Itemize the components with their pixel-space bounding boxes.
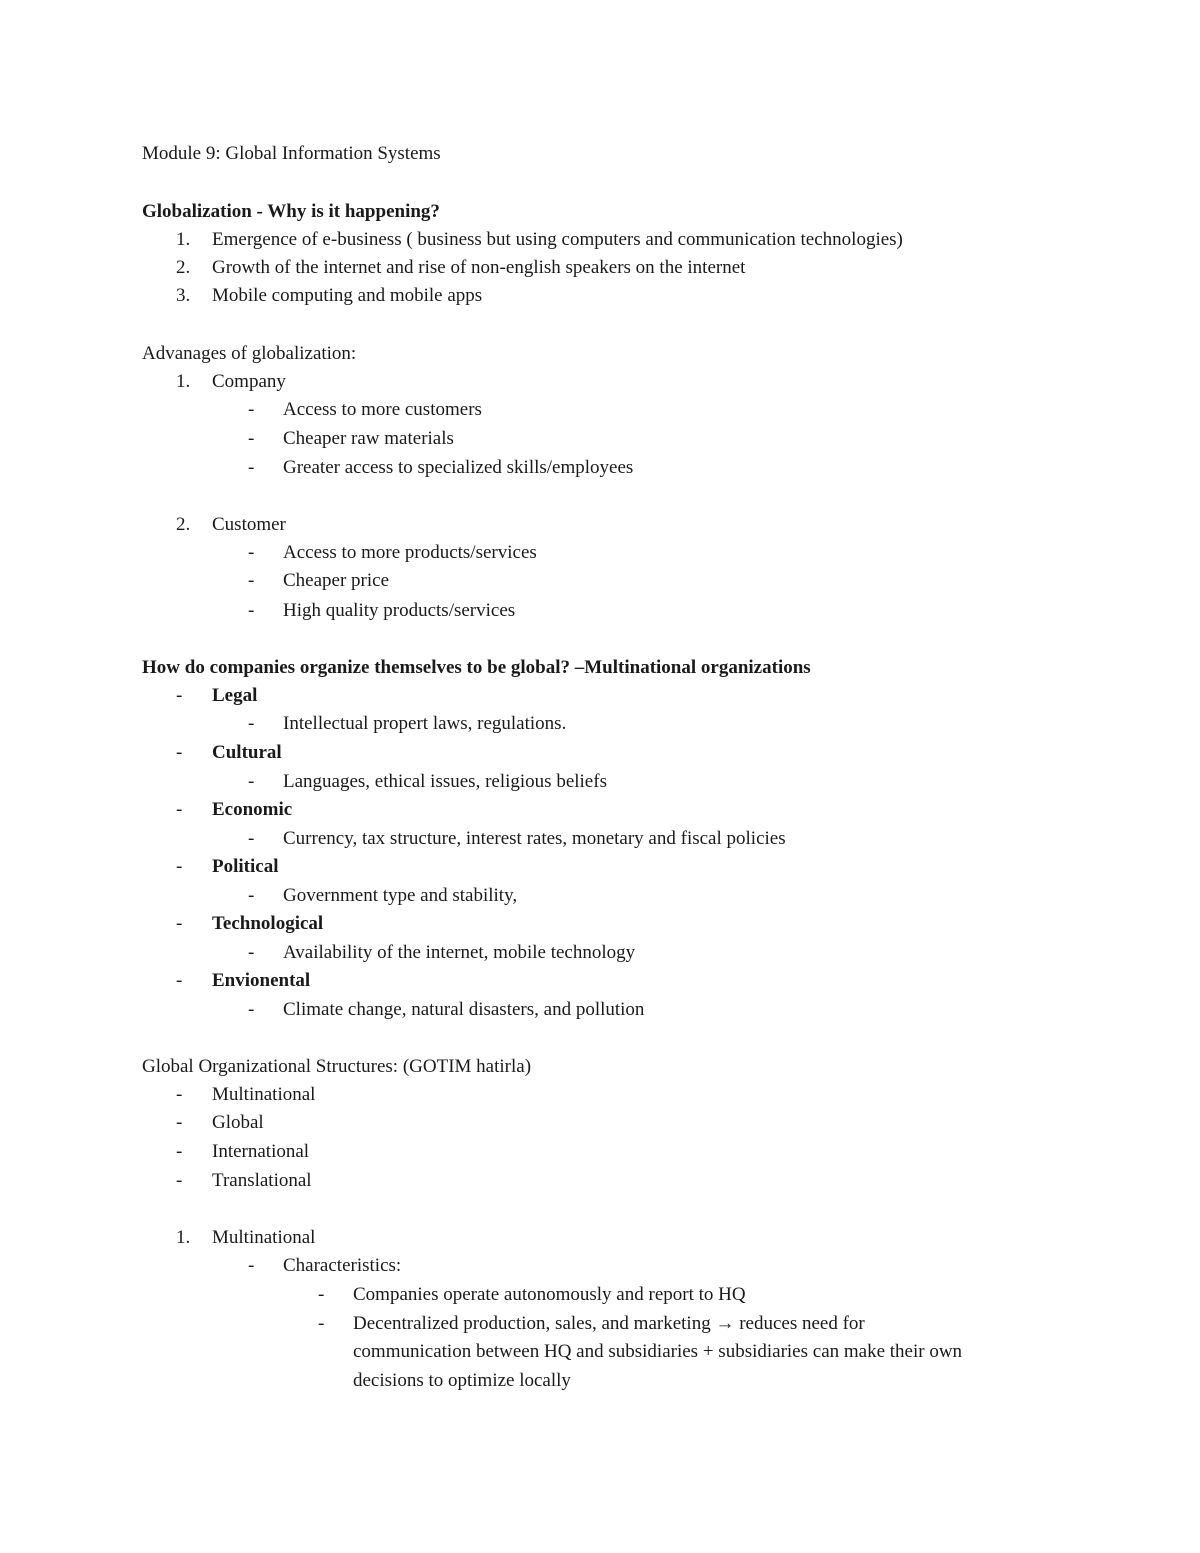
list-item-text: Cheaper raw materials xyxy=(283,428,454,449)
advantages-heading: Advanages of globalization: xyxy=(142,343,357,364)
list-number: 2. xyxy=(176,514,191,535)
factor-label: Technological xyxy=(212,913,324,934)
factor-label: Economic xyxy=(212,799,293,820)
bullet-dash: - xyxy=(176,1112,183,1133)
list-item-text: High quality products/services xyxy=(283,600,516,621)
factor-label: Cultural xyxy=(212,742,282,763)
bullet-dash: - xyxy=(176,799,183,820)
bullet-dash: - xyxy=(248,885,255,906)
factor-label: Legal xyxy=(212,685,258,706)
list-number: 1. xyxy=(176,1227,191,1248)
bullet-dash: - xyxy=(176,742,183,763)
multinational-label: Multinational xyxy=(212,1227,316,1248)
bullet-dash: - xyxy=(248,942,255,963)
list-item-text: International xyxy=(212,1141,310,1162)
list-item-text: Growth of the internet and rise of non-english speakers on the internet xyxy=(212,257,746,278)
bullet-dash: - xyxy=(248,999,255,1020)
list-number: 3. xyxy=(176,285,191,306)
factor-label: Political xyxy=(212,856,279,877)
bullet-dash: - xyxy=(248,457,255,478)
bullet-dash: - xyxy=(248,542,255,563)
bullet-dash: - xyxy=(176,856,183,877)
list-item-text: Companies operate autonomously and report to HQ xyxy=(353,1284,746,1305)
factor-detail: Government type and stability, xyxy=(283,885,518,906)
structures-heading: Global Organizational Structures: (GOTIM hatirla) xyxy=(142,1056,532,1077)
bullet-dash: - xyxy=(176,1084,183,1105)
list-item-text: Greater access to specialized skills/employees xyxy=(283,457,634,478)
list-number: 1. xyxy=(176,229,191,250)
bullet-dash: - xyxy=(248,600,255,621)
factor-detail: Intellectual propert laws, regulations. xyxy=(283,713,567,734)
bullet-dash: - xyxy=(248,713,255,734)
bullet-dash: - xyxy=(318,1284,325,1305)
bullet-dash: - xyxy=(248,1255,255,1276)
bullet-dash: - xyxy=(176,913,183,934)
bullet-dash: - xyxy=(248,828,255,849)
list-number: 1. xyxy=(176,371,191,392)
bullet-dash: - xyxy=(176,685,183,706)
why-heading: Globalization - Why is it happening? xyxy=(142,201,440,222)
list-item-text: Multinational xyxy=(212,1084,316,1105)
list-number: 2. xyxy=(176,257,191,278)
factor-detail: Currency, tax structure, interest rates, monetary and fiscal policies xyxy=(283,828,786,849)
list-item-text: Access to more products/services xyxy=(283,542,537,563)
list-item-text: decisions to optimize locally xyxy=(353,1370,571,1391)
factor-label: Envionental xyxy=(212,970,311,991)
company-label: Company xyxy=(212,371,286,392)
bullet-dash: - xyxy=(176,1170,183,1191)
bullet-dash: - xyxy=(176,1141,183,1162)
factor-detail: Languages, ethical issues, religious beliefs xyxy=(283,771,607,792)
list-item-text: Access to more customers xyxy=(283,399,482,420)
organize-heading: How do companies organize themselves to be global? –Multinational organizations xyxy=(142,657,811,678)
document-title: Module 9: Global Information Systems xyxy=(142,143,441,164)
bullet-dash: - xyxy=(176,970,183,991)
list-item-text: communication between HQ and subsidiaries + subsidiaries can make their own xyxy=(353,1341,963,1362)
list-item-text: Translational xyxy=(212,1170,312,1191)
bullet-dash: - xyxy=(248,428,255,449)
list-item-text: Mobile computing and mobile apps xyxy=(212,285,483,306)
characteristics-label: Characteristics: xyxy=(283,1255,402,1276)
list-item-text: Decentralized production, sales, and marketing → reduces need for xyxy=(353,1313,865,1334)
bullet-dash: - xyxy=(248,771,255,792)
bullet-dash: - xyxy=(248,570,255,591)
list-item-text: Cheaper price xyxy=(283,570,390,591)
factor-detail: Availability of the internet, mobile technology xyxy=(283,942,636,963)
list-item-text: Emergence of e-business ( business but using computers and communication technologies) xyxy=(212,229,903,250)
customer-label: Customer xyxy=(212,514,286,535)
bullet-dash: - xyxy=(248,399,255,420)
list-item-text: Global xyxy=(212,1112,264,1133)
bullet-dash: - xyxy=(318,1313,325,1334)
factor-detail: Climate change, natural disasters, and pollution xyxy=(283,999,645,1020)
